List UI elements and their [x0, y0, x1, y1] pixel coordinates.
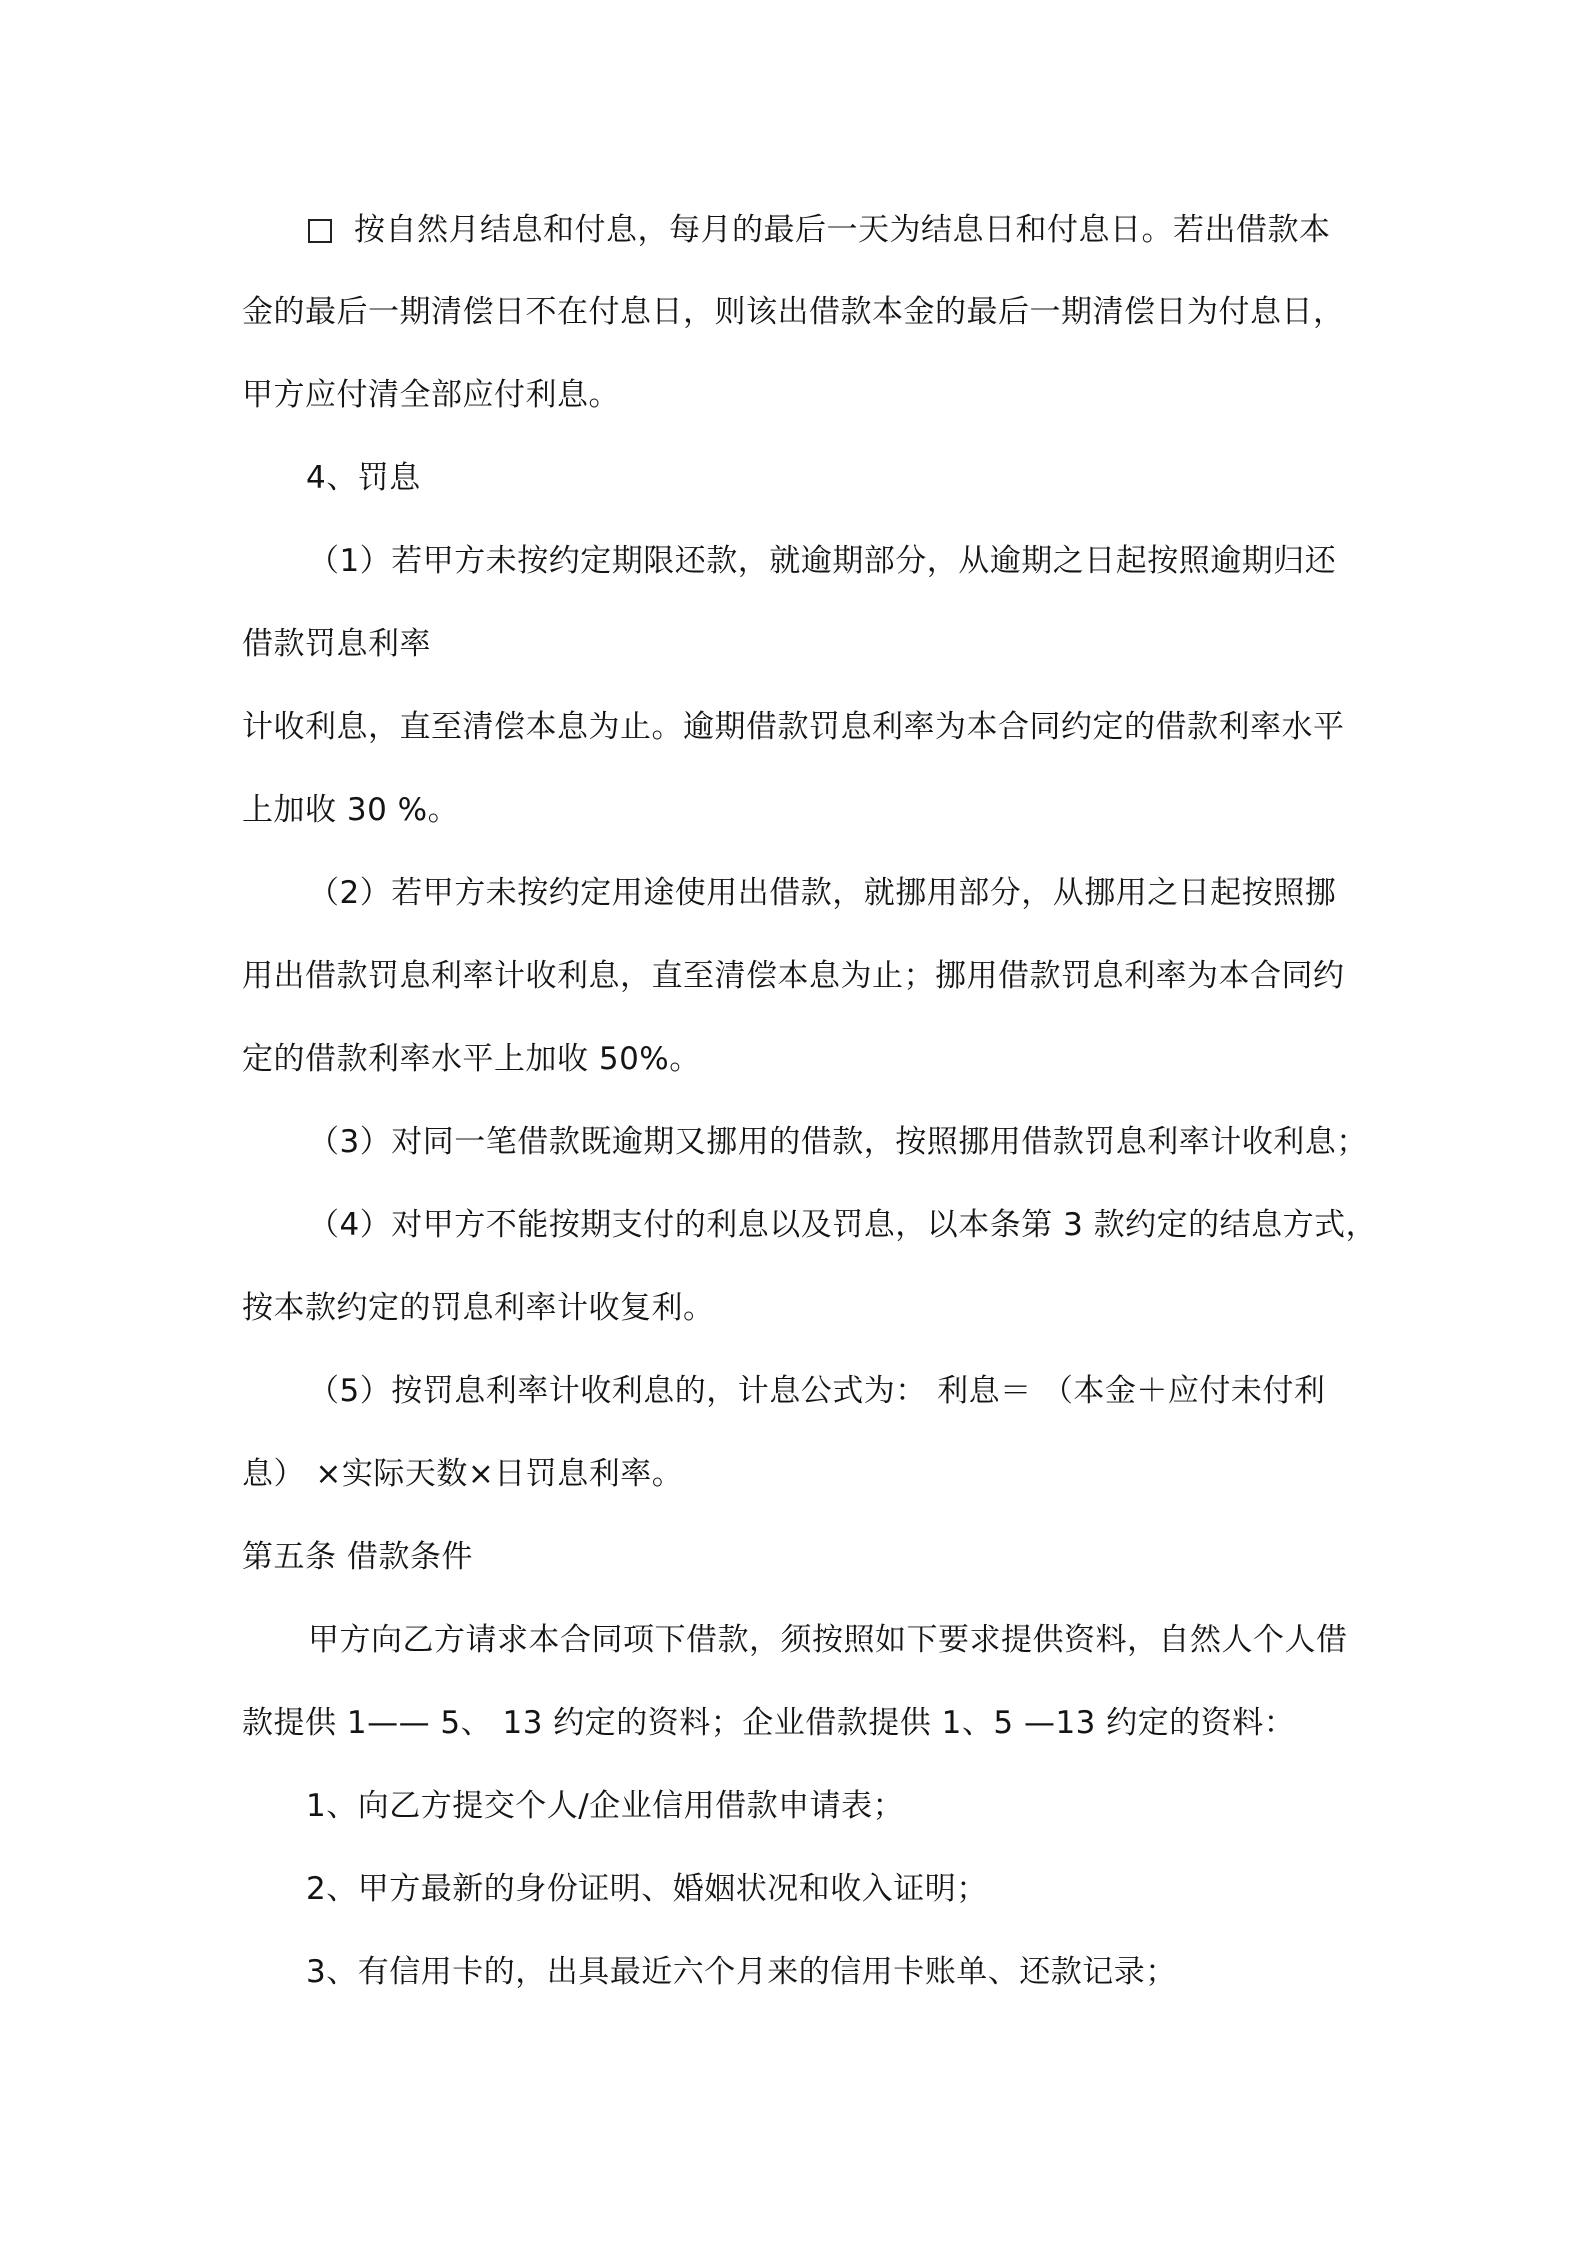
text-line: 按本款约定的罚息利率计收复利。	[242, 1290, 715, 1326]
text-line: 甲方应付清全部应付利息。	[242, 377, 620, 413]
text-line: （5）按罚息利率计收利息的，计息公式为： 利息＝ （本金＋应付未付利	[308, 1373, 1326, 1409]
text-line: （2）若甲方未按约定用途使用出借款，就挪用部分，从挪用之日起按照挪	[308, 875, 1337, 911]
text-line: 借款罚息利率	[242, 626, 431, 662]
text-line: 甲方向乙方请求本合同项下借款，须按照如下要求提供资料，自然人个人借	[308, 1622, 1348, 1658]
section-heading: 4、罚息	[306, 460, 421, 496]
text-line: 款提供 1—— 5、 13 约定的资料；企业借款提供 1、5 —13 约定的资料：	[242, 1705, 1296, 1741]
text-line: 计收利息，直至清偿本息为止。逾期借款罚息利率为本合同约定的借款利率水平	[242, 709, 1345, 745]
checkbox-icon[interactable]	[308, 219, 332, 243]
text-line: 金的最后一期清偿日不在付息日，则该出借款本金的最后一期清偿日为付息日，	[242, 294, 1345, 330]
text-line: 用出借款罚息利率计收利息，直至清偿本息为止；挪用借款罚息利率为本合同约	[242, 958, 1345, 994]
text-line: 息） ×实际天数×日罚息利率。	[242, 1456, 684, 1492]
text-line: （4）对甲方不能按期支付的利息以及罚息，以本条第 3 款约定的结息方式，	[308, 1207, 1378, 1243]
text-line: （3）对同一笔借款既逾期又挪用的借款，按照挪用借款罚息利率计收利息；	[308, 1124, 1368, 1160]
list-item: 1、向乙方提交个人/企业信用借款申请表；	[306, 1788, 905, 1824]
article-heading: 第五条 借款条件	[242, 1539, 473, 1575]
text-line: （1）若甲方未按约定期限还款，就逾期部分，从逾期之日起按照逾期归还	[308, 543, 1337, 579]
text-line: 上加收 30 %。	[242, 792, 460, 828]
list-item: 3、有信用卡的，出具最近六个月来的信用卡账单、还款记录；	[306, 1954, 1177, 1990]
list-item: 2、甲方最新的身份证明、婚姻状况和收入证明；	[306, 1871, 988, 1907]
text-line: 定的借款利率水平上加收 50%。	[242, 1041, 701, 1077]
text-line: 按自然月结息和付息，每月的最后一天为结息日和付息日。若出借款本	[308, 210, 1331, 250]
